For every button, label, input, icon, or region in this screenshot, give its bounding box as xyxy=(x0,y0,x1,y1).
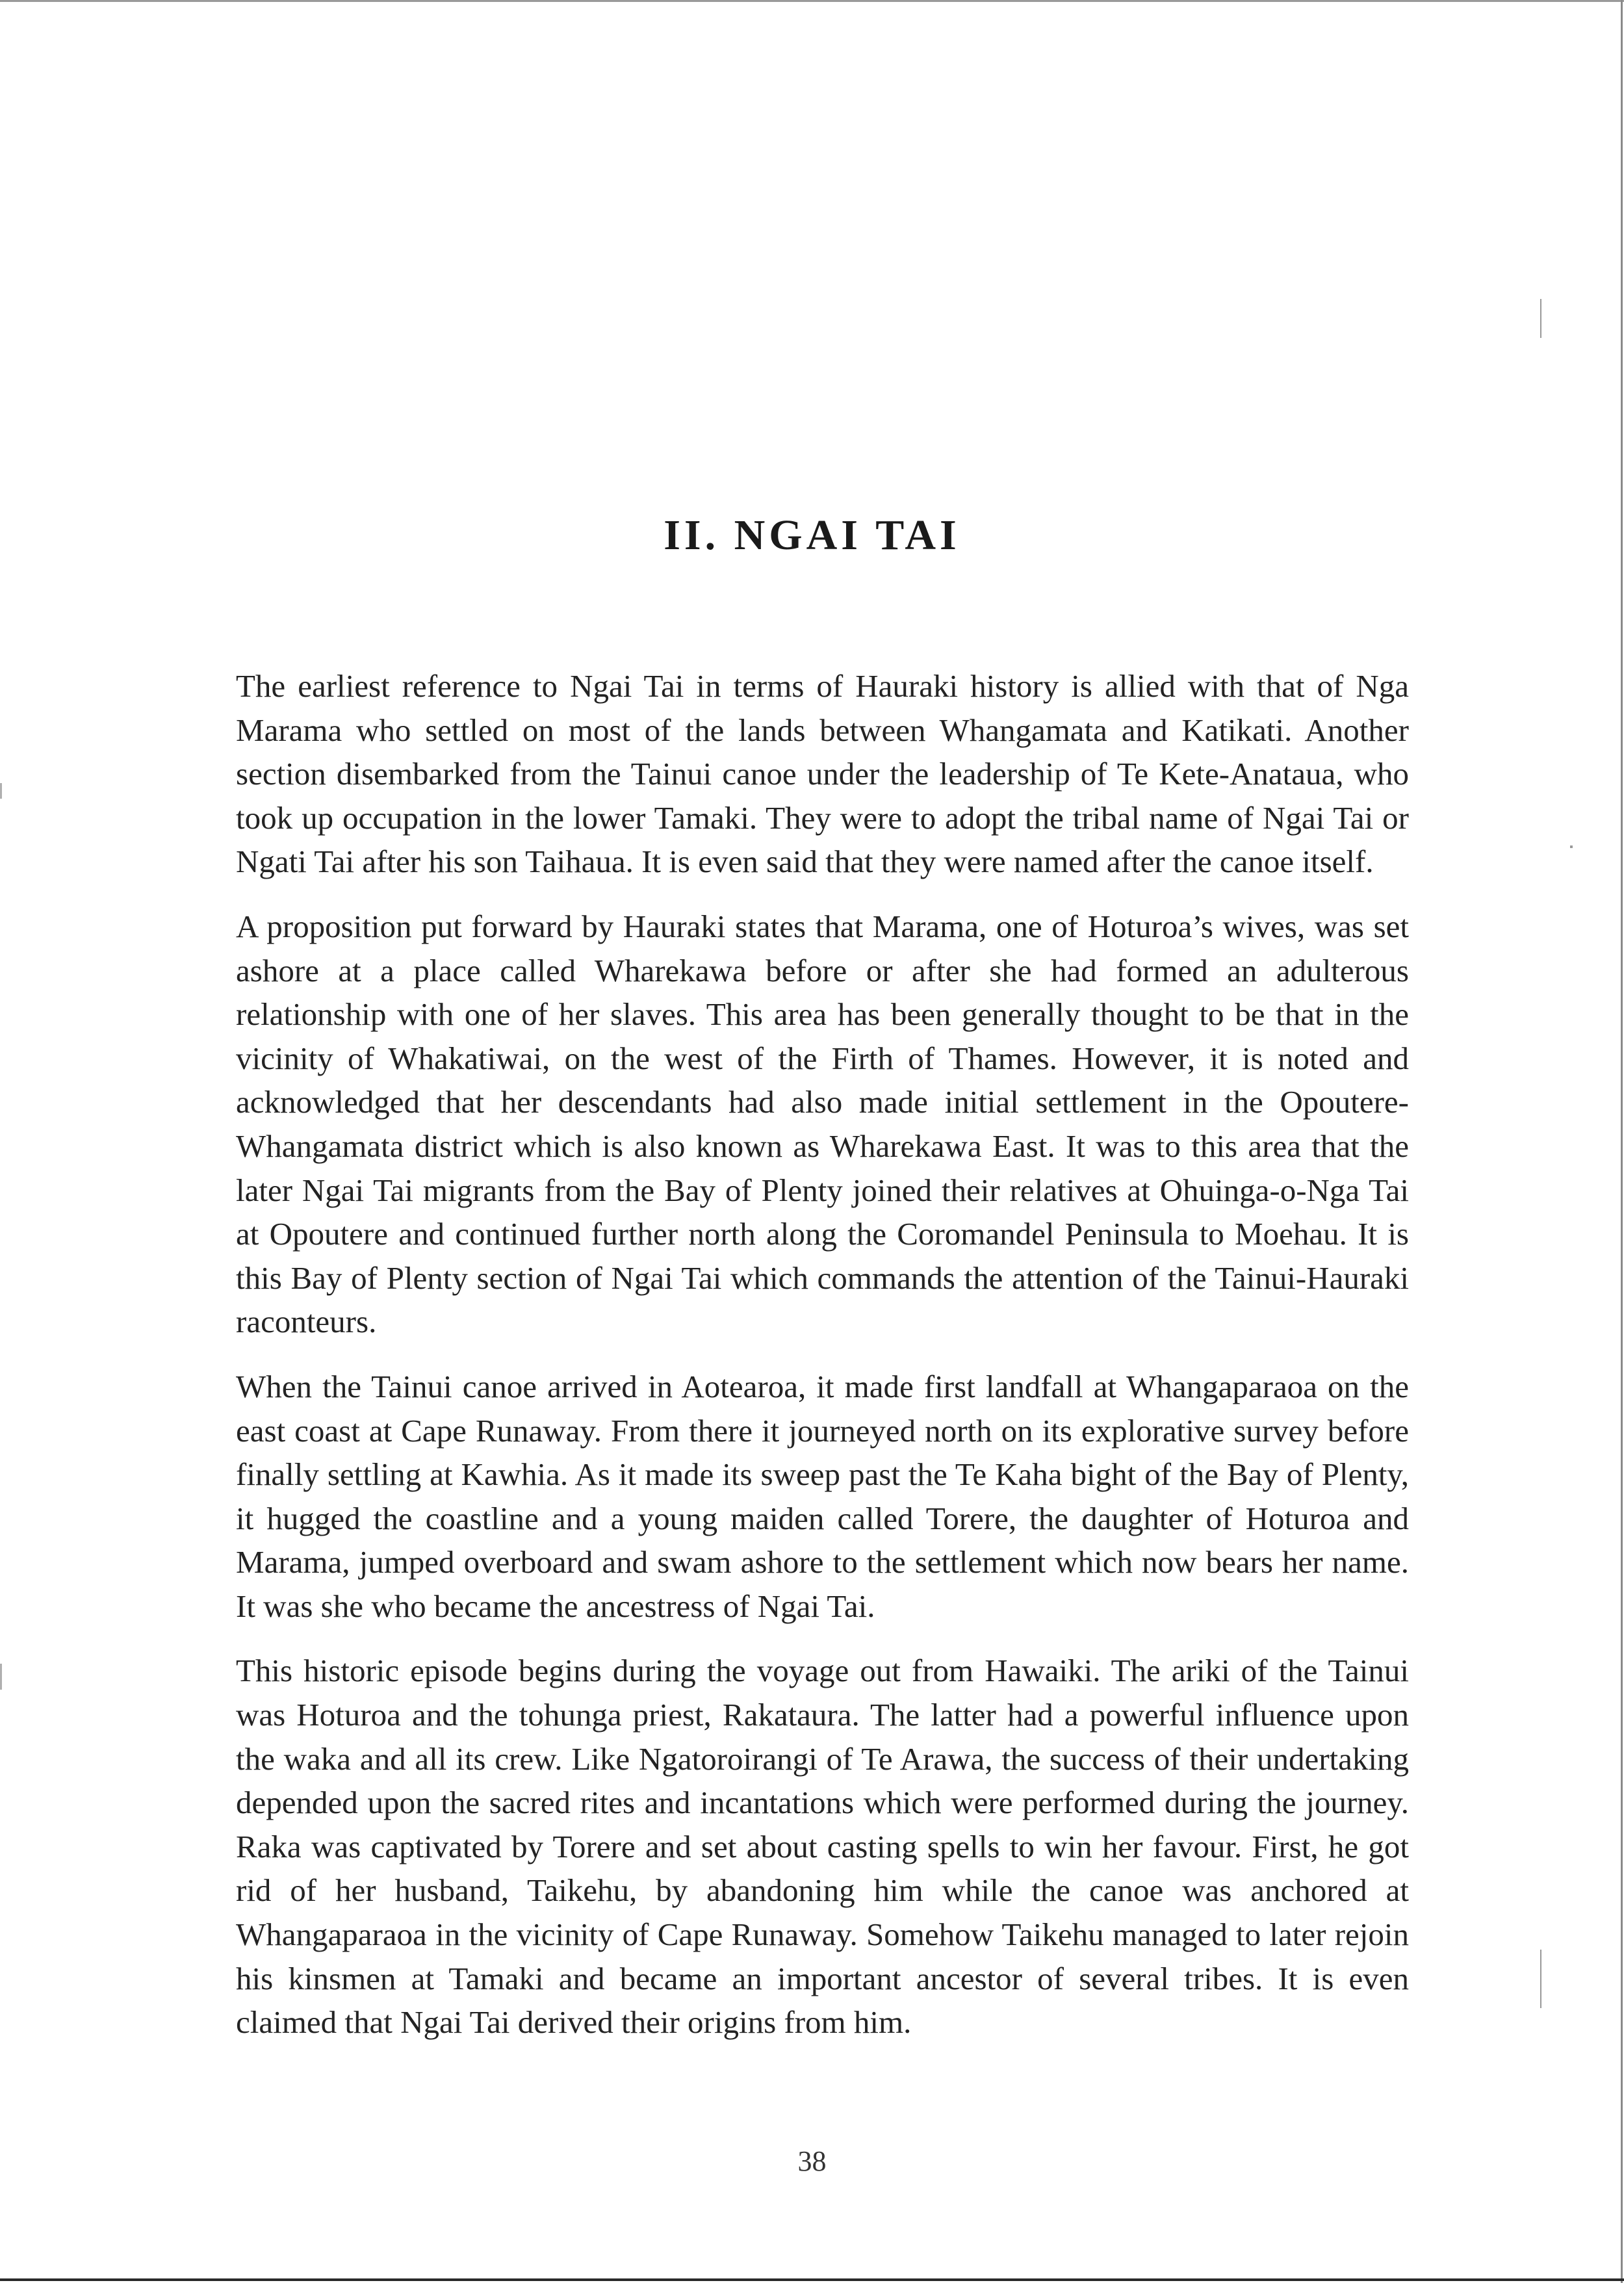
scan-speck xyxy=(1540,1950,1541,2008)
scan-speck xyxy=(1540,299,1541,338)
scan-right-edge xyxy=(1621,0,1623,2283)
scan-top-edge xyxy=(0,0,1624,2)
chapter-title: II. NGAI TAI xyxy=(664,511,960,559)
page-number: 38 xyxy=(797,2145,827,2177)
paragraph: This historic episode begins during the voyage out from Hawaiki. The ariki of the Tainui was Hoturoa and the tohunga priest, Rakataura. The latter had a powerful influence upon the waka and all its crew. Like Ngatoroirangi of Te Arawa, the success of their undertaking depended upon the sacred rites and incantations which were performed during the journey. Raka was captivated by Torere and set about casting spells to win her favour. First, he got rid of her husband, Taikehu, by abandoning him while the canoe was anchored at Whangaparaoa in the vicinity of Cape Runaway. Somehow Taikehu managed to later rejoin his kinsmen at Tamaki and became an important ancestor of several tribes. It is even claimed that Ngai Tai derived their origins from him. xyxy=(236,1653,1409,2041)
scan-speck xyxy=(1570,845,1573,848)
body-text xyxy=(236,664,1409,2065)
paragraph: The earliest reference to Ngai Tai in terms of Hauraki history is allied with that of Nga Marama who settled on most of the lands between Whangamata and Katikati. Another section disembarked from the Tainui canoe under the leadership of Te Kete-Anataua, who took up occupation in the lower Tamaki. They were to adopt the tribal name of Ngai Tai or Ngati Tai after his son Taihaua. It is even said that they were named after the canoe itself. xyxy=(236,668,1409,880)
scan-left-mark xyxy=(0,1664,2,1690)
scan-bottom-edge xyxy=(0,2278,1624,2281)
paragraph: A proposition put forward by Hauraki states that Marama, one of Hoturoa’s wives, was set ashore at a place called Wharekawa before or after she had formed an adulterous relationship with one of her slaves. This area has been generally thought to be that in the vicinity of Whakatiwai, on the west of the Firth of Thames. However, it is noted and acknowledged that her descendants had also made initial settlement in the Opoutere-Whangamata district which is also known as Wharekawa East. It was to this area that the later Ngai Tai migrants from the Bay of Plenty joined their relatives at Ohuinga-o-Nga Tai at Opoutere and continued further north along the Coromandel Peninsula to Moehau. It is this Bay of Plenty section of Ngai Tai which commands the attention of the Tainui-Hauraki raconteurs. xyxy=(236,908,1409,1340)
paragraph: When the Tainui canoe arrived in Aotearoa, it made first landfall at Whangaparaoa on the east coast at Cape Runaway. From there it journeyed north on its explorative survey before finally settling at Kawhia. As it made its sweep past the Te Kaha bight of the Bay of Plenty, it hugged the coastline and a young maiden called Torere, the daughter of Hoturoa and Marama, jumped overboard and swam ashore to the settlement which now bears her name. It was she who became the ancestress of Ngai Tai. xyxy=(236,1368,1409,1624)
scan-left-mark xyxy=(0,783,2,799)
